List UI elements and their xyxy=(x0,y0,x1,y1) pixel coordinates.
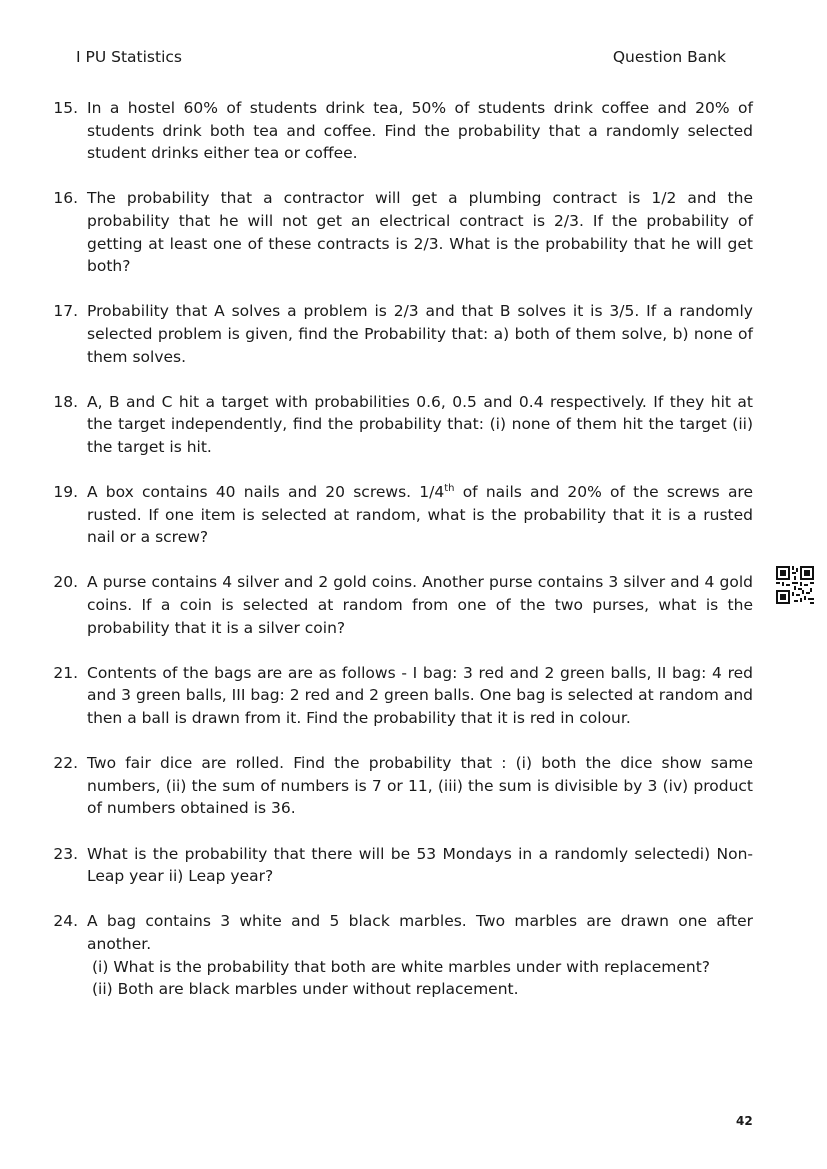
question-text: What is the probability that there will be 53 Mondays in a randomly selectedi) Non-Leap year ii) Leap year? xyxy=(87,844,753,886)
question-17 xyxy=(44,300,753,368)
question-text: A, B and C hit a target with probabilities 0.6, 0.5 and 0.4 respectively. If they hit at the target independently, find the probability that: (i) none of them hit the target (ii) the target is hit. xyxy=(87,392,753,456)
question-16 xyxy=(44,187,753,277)
question-number: 20. xyxy=(53,573,78,592)
question-number: 24. xyxy=(53,912,78,931)
question-number: 17. xyxy=(53,302,78,321)
question-text: Contents of the bags are are as follows - I bag: 3 red and 2 green balls, II bag: 4 red and 3 green balls, III bag: 2 red and 2 green balls. One bag is selected at random and then a ball is drawn from it. Find the probability that it is red in colour. xyxy=(87,663,753,728)
question-22 xyxy=(44,752,753,820)
sub-question-ii: (ii) Both are black marbles under without replacement. xyxy=(92,980,519,999)
question-number: 18. xyxy=(53,392,78,411)
question-19 xyxy=(44,481,753,549)
question-23 xyxy=(44,843,753,888)
question-number: 16. xyxy=(53,189,78,208)
page-header xyxy=(76,48,726,70)
question-21 xyxy=(44,662,753,730)
question-15 xyxy=(44,97,753,165)
question-list xyxy=(44,97,753,1023)
question-20 xyxy=(44,571,753,639)
sub-question-i: (i) What is the probability that both are white marbles under with replacement? xyxy=(92,957,710,976)
header-subject: I PU Statistics xyxy=(76,48,182,66)
question-number: 22. xyxy=(53,754,78,773)
question-number: 21. xyxy=(53,663,78,682)
question-text: Probability that A solves a problem is 2/3 and that B solves it is 3/5. If a randomly selected problem is given, find the Probability that: a) both of them solve, b) none of them solves. xyxy=(87,302,753,366)
question-number: 23. xyxy=(53,844,78,863)
question-text: A bag contains 3 white and 5 black marbles. Two marbles are drawn one after another. xyxy=(87,912,753,953)
question-18 xyxy=(44,391,753,459)
question-text: A purse contains 4 silver and 2 gold coins. Another purse contains 3 silver and 4 gold coins. If a coin is selected at random from one of the two purses, what is the probability that it is a silver coin? xyxy=(87,573,753,637)
superscript-th: th xyxy=(444,482,455,494)
qr-code-icon xyxy=(776,566,814,604)
page-number: 42 xyxy=(736,1114,753,1128)
header-title: Question Bank xyxy=(612,48,726,66)
question-text-part-1: A box contains 40 nails and 20 screws. 1/4 xyxy=(87,483,445,502)
question-text: Two fair dice are rolled. Find the probability that : (i) both the dice show same numbers, (ii) the sum of numbers is 7 or 11, (iii) the sum is divisible by 3 (iv) product of numbers obtained is 36. xyxy=(87,754,753,818)
question-text-part-2: of nails and 20% of the screws are rusted. If one item is selected at random, what is the probability that it is a rusted nail or a screw? xyxy=(87,483,754,547)
question-number: 19. xyxy=(53,483,78,502)
question-text: In a hostel 60% of students drink tea, 50% of students drink coffee and 20% of students drink both tea and coffee. Find the probability that a randomly selected student drinks either tea or coffee. xyxy=(87,99,753,163)
question-text: The probability that a contractor will get a plumbing contract is 1/2 and the probability that he will not get an electrical contract is 2/3. If the probability of getting at least one of these contracts is 2/3. What is the probability that he will get both? xyxy=(87,189,753,276)
question-number: 15. xyxy=(53,99,78,117)
question-24 xyxy=(44,910,753,1000)
